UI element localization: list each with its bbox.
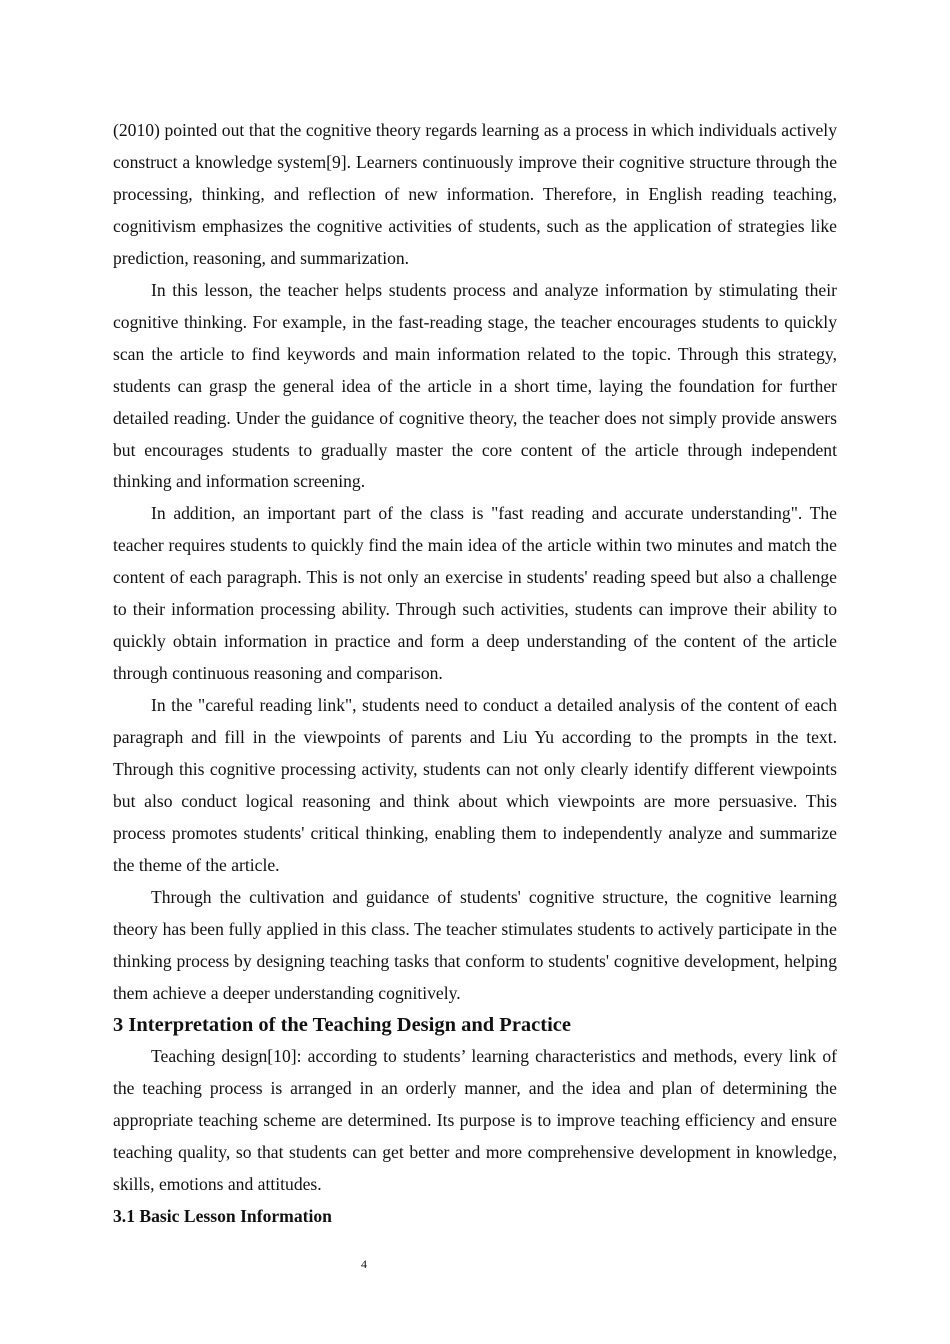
body-paragraph-continued: (2010) pointed out that the cognitive theory regards learning as a process in which individuals actively construct a knowledge system[9]. Learners continuously improve their cognitive structure through the processing, thinking, and reflection of new information. Therefore, in English reading teaching, cognitivism emphasizes the cognitive activities of students, such as the application of strategies like prediction, reasoning, and summarization. <box>113 120 837 268</box>
body-paragraph-cognitive-thinking: In this lesson, the teacher helps students process and analyze information by stimulating their cognitive thinking. For example, in the fast-reading stage, the teacher encourages students to quickly scan the article to find keywords and main information related to the topic. Through this strategy, students can grasp the general idea of the article in a short time, laying the foundation for further detailed reading. Under the guidance of cognitive theory, the teacher does not simply provide answers but encourages students to gradually master the core content of the article through independent thinking and information screening. <box>113 279 837 492</box>
subsection-heading-3-1: 3.1 Basic Lesson Information <box>113 1206 332 1227</box>
body-paragraph-fast-reading: In addition, an important part of the class is "fast reading and accurate understanding". The teacher requires students to quickly find the main idea of the article within two minutes and match the content of each paragraph. This is not only an exercise in students' reading speed but also a challenge to their information processing ability. Through such activities, students can improve their ability to quickly obtain information in practice and form a deep understanding of the content of the article through continuous reasoning and comparison. <box>113 503 837 684</box>
page-number: 4 <box>361 1257 367 1271</box>
body-paragraph-teaching-design: Teaching design[10]: according to students’ learning characteristics and methods, every link of the teaching process is arranged in an orderly manner, and the idea and plan of determining the appropriate teaching scheme are determined. Its purpose is to improve teaching efficiency and ensure teaching quality, so that students can get better and more comprehensive development in knowledge, skills, emotions and attitudes. <box>113 1045 837 1194</box>
body-paragraph-careful-reading: In the "careful reading link", students need to conduct a detailed analysis of the content of each paragraph and fill in the viewpoints of parents and Liu Yu according to the prompts in the text. Through this cognitive processing activity, students can not only clearly identify different viewpoints but also conduct logical reasoning and think about which viewpoints are more persuasive. This process promotes students' critical thinking, enabling them to independently analyze and summarize the theme of the article. <box>113 695 837 875</box>
section-heading-3: 3 Interpretation of the Teaching Design and Practice <box>113 1013 571 1036</box>
page-body <box>113 115 837 1232</box>
body-paragraph-cognitive-structure: Through the cultivation and guidance of students' cognitive structure, the cognitive learning theory has been fully applied in this class. The teacher stimulates students to actively participate in the thinking process by designing teaching tasks that conform to students' cognitive development, helping them achieve a deeper understanding cognitively. <box>113 886 837 1003</box>
